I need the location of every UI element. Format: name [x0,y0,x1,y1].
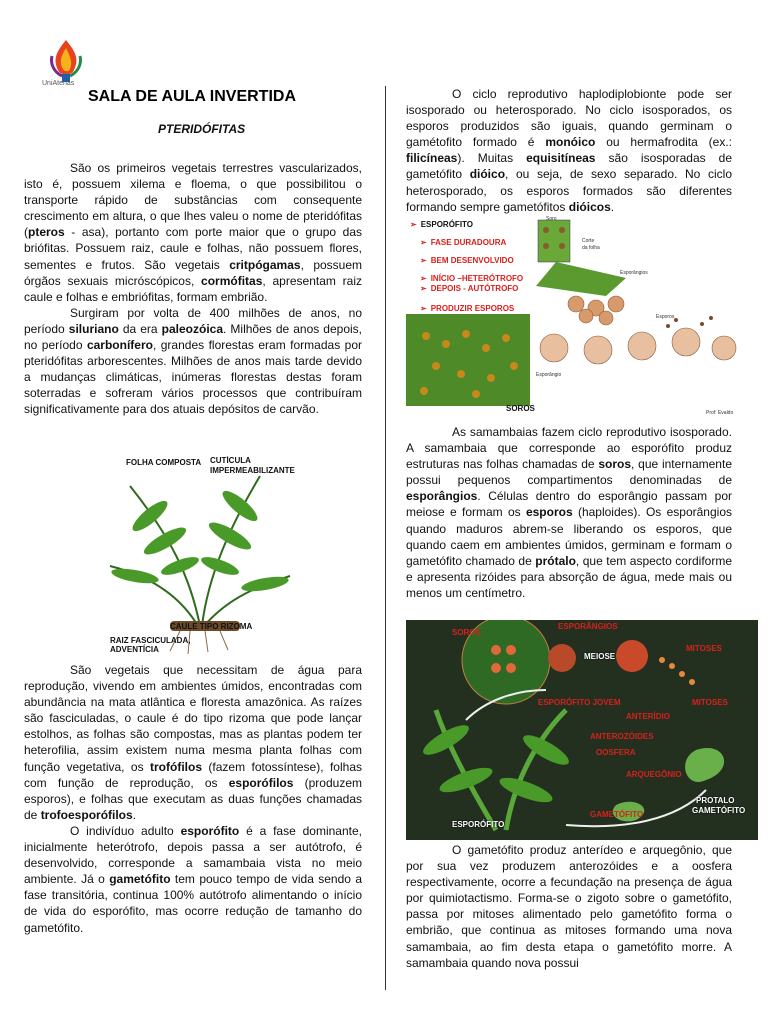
life-cycle-figure [406,620,758,840]
label-protalo-gametofito: GAMETÓFITO [692,806,746,815]
page-title: SALA DE AULA INVERTIDA [88,88,296,105]
right-column-top [406,86,732,215]
sporophyte-figure [406,216,740,418]
label-item-4: ➢ PRODUZIR ESPOROS [420,304,515,313]
page-subtitle: PTERIDÓFITAS [158,122,246,136]
label-esporos: Esporos [656,314,675,320]
label-mitoses-1: MITOSES [686,644,722,653]
label-esporofito: ESPORÓFITO [452,820,505,829]
label-esporofito-jovem: ESPORÓFITO JOVEM [538,698,621,707]
label-item-2: ➢ INÍCIO –HETERÓTROFO [420,274,524,283]
label-mitoses-2: MITOSES [692,698,728,707]
left-column-bottom [24,662,362,936]
paragraph-adult: O indivíduo adulto esporófito é a fase dominante, inicialmente heterótrofo, depois passa a ser autótrofo, é desenvolvido, corresponde a samambaia vista no meio ambiente. Já o gametófito tem pouco tempo de vida sendo a fase transitória, continua 100% autótrofo alimentando o início de vida do esporófito, mas ocorre redução de tamanho do gametófito. [24,823,362,935]
label-oosfera: OOSFERA [596,748,636,757]
paragraph-history: Surgiram por volta de 400 milhões de anos, no período siluriano da era paleozóica. Milhões de anos depois, no período carbonífero, grandes florestas eram formadas por pteridófitas arborescentes. Milhões de anos mais tarde devido a mudanças climáticas, inúmeras florestas destas foram soterradas e sofreram vários processos que contribuíram significativamente para dos atuais depósitos de carvão. [24,305,362,417]
label-anteridio: ANTERÍDIO [626,712,670,721]
label-soro: Soro [546,216,557,222]
label-anterozoides: ANTEROZÓIDES [590,732,654,741]
label-impermeabilizante: IMPERMEABILIZANTE [210,466,295,475]
label-esporofito: ➢ ESPORÓFITO [410,220,474,229]
label-soros: SOROS [452,628,481,637]
label-esporangio: Esporângio [536,372,562,378]
label-item-3: ➢ DEPOIS - AUTÓTROFO [420,284,519,293]
right-column-middle [406,424,732,601]
left-column-top [24,160,362,418]
label-gametofito: GAMETÓFITO [590,810,644,819]
label-credit: Prof: Evaldo [706,410,734,416]
label-cuticula: CUTÍCULA [210,456,251,465]
label-raiz-2: ADVENTÍCIA [110,645,159,654]
label-meiose: MEIOSE [584,652,616,661]
paragraph-intro: São os primeiros vegetais terrestres vascularizados, isto é, possuem xilema e floema, o que possibilitou o transporte rápido de substâncias com consequente crescimento em altura, o que lhes valeu o nome de pteridófitas (pteros - asa), portanto com porte maior que o grupo das briófitas. Possuem raiz, caule e folhas, não possuem flores, sementes e frutos. São vegetais critpógamas, possuem órgãos sexuais micróscópicos, cormófitas, apresentam raiz caule e folhas e embriófitas, formam embrião. [24,161,363,304]
label-corte-1: Corte [582,238,595,244]
label-esporangios: ESPORÂNGIOS [558,622,618,631]
label-raiz-1: RAIZ FASCICULADA, [110,636,191,645]
label-item-1: ➢ BEM DESENVOLVIDO [420,256,514,265]
fern-anatomy-figure [90,456,310,656]
label-corte-2: da folha [582,245,600,251]
column-divider [385,86,386,990]
paragraph-gametophyte: O gametófito produz anterídeo e arquegônio, que por sua vez produzem anterozóides e a oosfera respectivamente, ocorre a fecundação na presença de água por quimiotactismo. Forma-se o zigoto sobre o gametófito, passa por mitoses alimentado pelo gametófito forma o embrião, que continua as mitoses formando uma nova samambaia, ao fim desta etapa o gametófito morre. A samambaia quando nova possui [406,843,732,970]
uniatenas-flame-logo [44,36,88,86]
label-item-0: ➢ FASE DURADOURA [420,238,507,247]
label-folha-composta: FOLHA COMPOSTA [126,458,202,467]
label-arquegonio: ARQUEGÔNIO [626,770,682,779]
paragraph-isosporado: As samambaias fazem ciclo reprodutivo isosporado. A samambaia que corresponde ao esporófito produz estruturas nas folhas chamadas de soros, que internamente possui pequenos compartimentos denominadas de esporângios. Células dentro do esporângio passam por meiose e formam os esporos (haploides). Os esporângios quando maduros abrem-se liberando os esporos, que quando caem em ambientes úmidos, germinam e formam o gametófito chamado de prótalo, que tem aspecto cordiforme e apresenta rizóides para absorção de água, mede mais ou menos um centímetro. [406,425,732,600]
label-esporangios: Esporângios [620,270,648,276]
label-soros: SOROS [506,404,535,413]
logo-wordmark: UniAtenas [42,80,75,87]
right-column-bottom [406,842,732,971]
label-protalo: PROTALO [696,796,735,805]
label-caule-rizoma: CAULE TIPO RIZOMA [170,622,253,631]
paragraph-cycle: O ciclo reprodutivo haplodiplobionte pode ser isosporado ou heterosporado. No ciclo isosporados, os esporos produzidos são iguais, quando germinam o gamétofito formado é monóico ou hermafrodita (ex.: filicíneas). Muitas equisitíneas são isosporadas de gametófito dióico, ou seja, de sexo separado. No ciclo heterosporado, os esporos formados são diferentes formando sempre gametófitos dióicos. [406,87,733,214]
paragraph-habitat: São vegetais que necessitam de água para reprodução, vivendo em ambientes úmidos, encontradas com abundância na mata atlântica e floresta amazônica. As raízes são fasciculadas, o caule é do tipo rizoma que pode lançar estolhos, as folhas são compostas, mas as plantas podem ter heterofilia, assim existem numa mesma planta folhas com função vegetativa, os trofófilos (fazem fotossíntese), folhas com função de reprodução, os esporófilos (produzem esporos), e folhas que executam as duas funções chamadas de trofoesporófilos. [24,663,362,822]
